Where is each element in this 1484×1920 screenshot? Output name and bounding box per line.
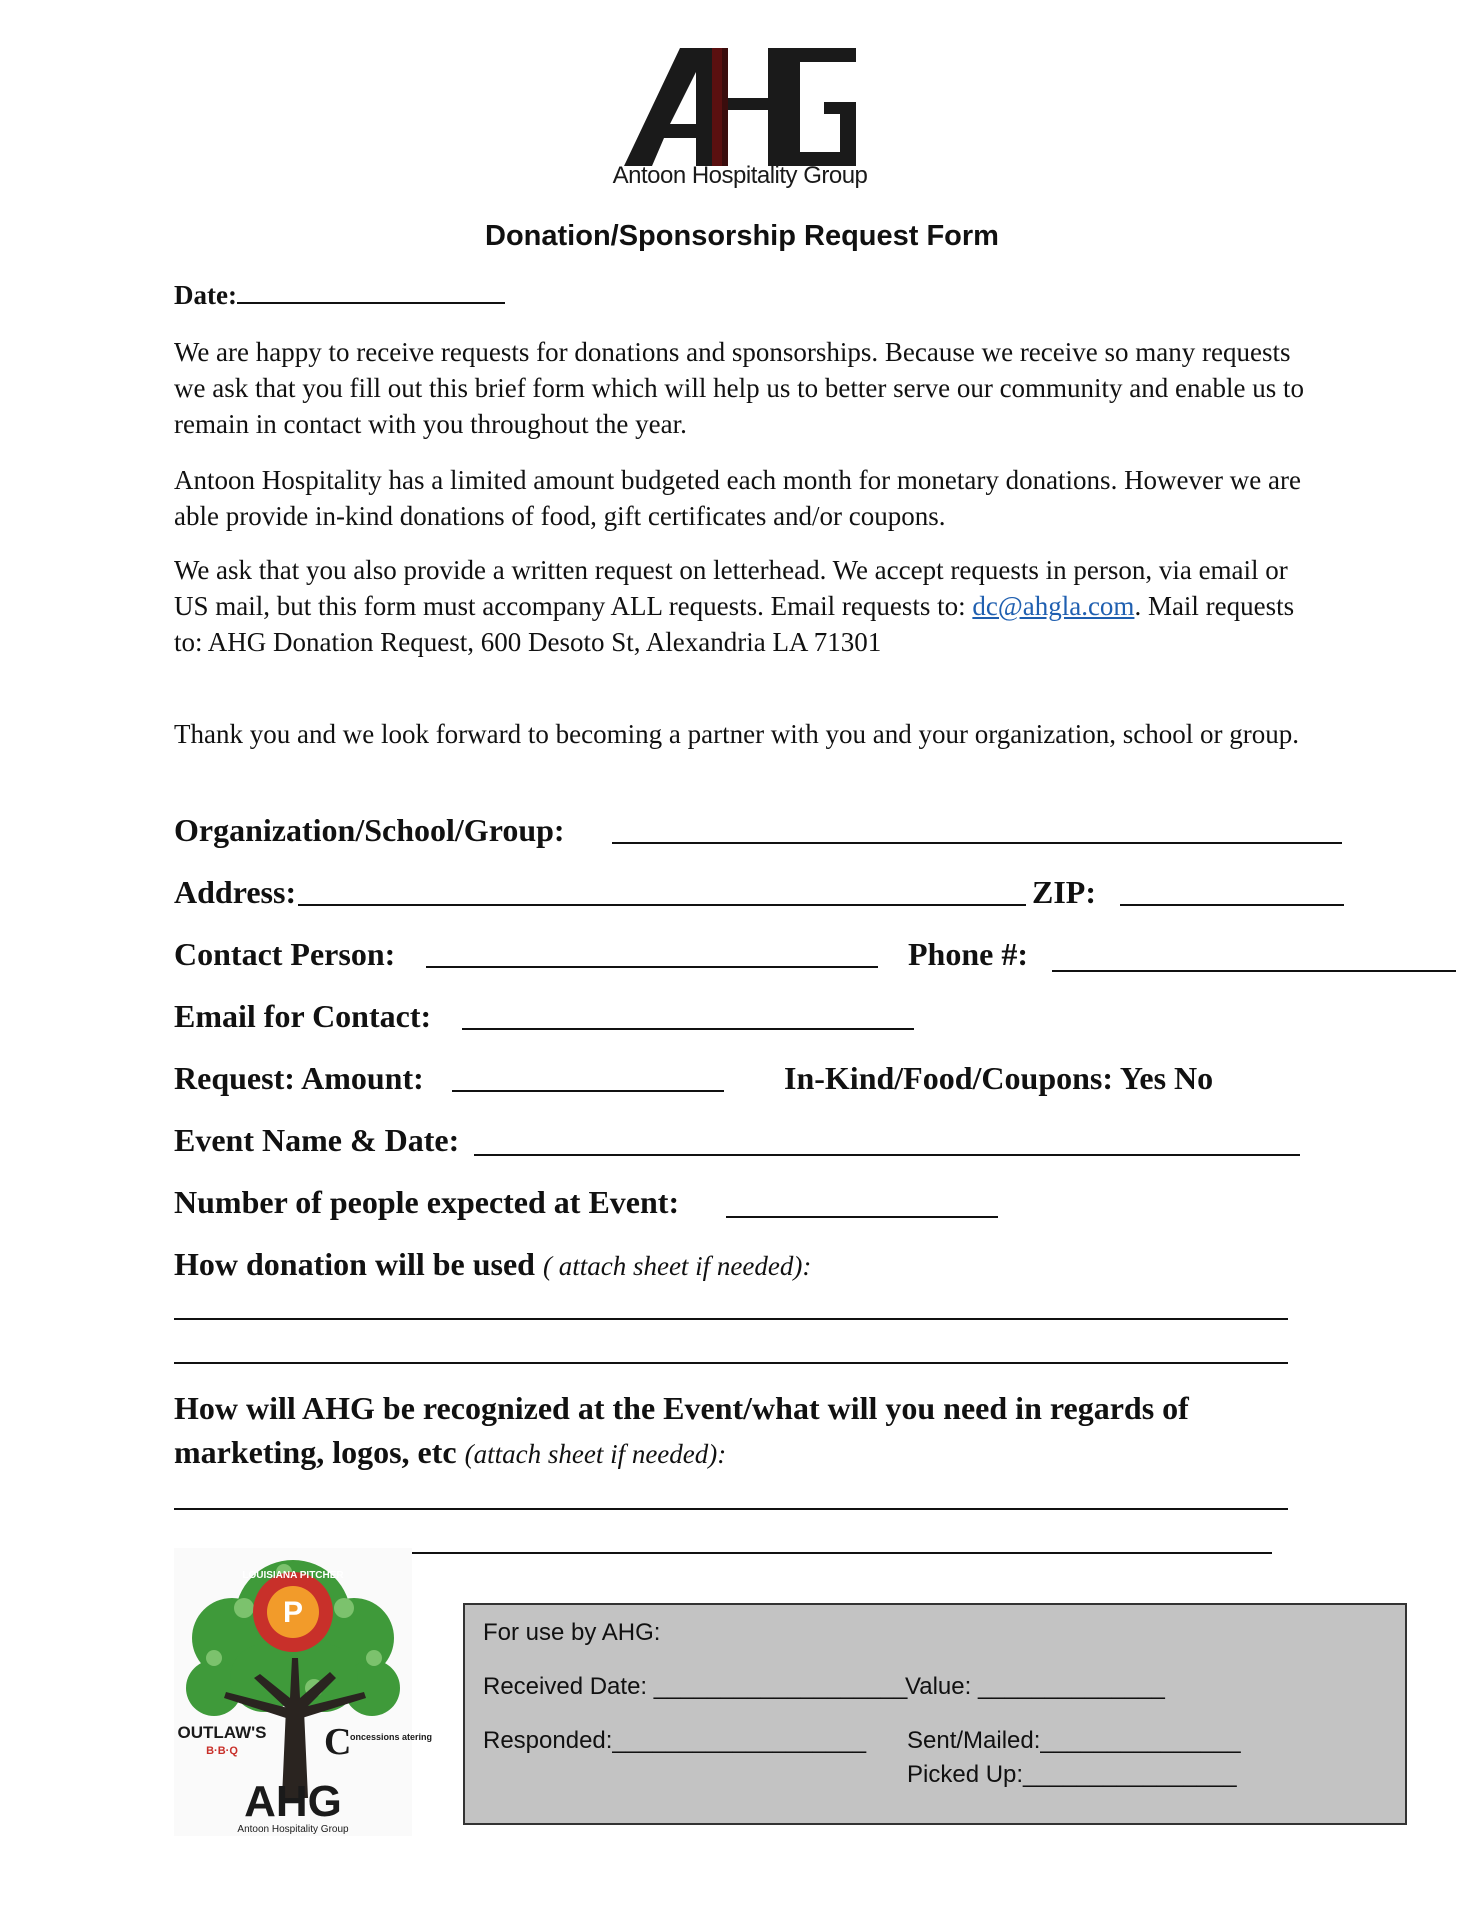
recognition-label-2	[174, 1432, 726, 1474]
concessions-text: oncessions atering	[350, 1732, 433, 1742]
donation-use-line-2[interactable]	[174, 1362, 1288, 1364]
email-label: Email for Contact:	[174, 998, 432, 1034]
request-amount-label: Request: Amount:	[174, 1060, 424, 1096]
picked-up-field[interactable]: Picked Up:________________	[907, 1761, 1237, 1788]
donation-use-label	[174, 1244, 811, 1286]
in-kind-label[interactable]: In-Kind/Food/Coupons: Yes No	[784, 1060, 1214, 1096]
organization-label: Organization/School/Group:	[174, 812, 565, 848]
zip-line[interactable]	[1120, 904, 1344, 906]
people-expected-line[interactable]	[726, 1216, 998, 1218]
recognition-line-1[interactable]	[174, 1508, 1288, 1510]
event-name-date-label: Event Name & Date:	[174, 1122, 460, 1158]
date-line	[237, 302, 505, 304]
value-field[interactable]: Value: ______________	[905, 1673, 1165, 1700]
phone-label: Phone #:	[908, 936, 1028, 972]
email-link[interactable]: dc@ahgla.com	[972, 591, 1135, 621]
contact-person-line[interactable]	[426, 966, 878, 968]
recognition-note: (attach sheet if needed):	[464, 1439, 727, 1469]
ring-text: LOUISIANA PITCHER	[242, 1570, 344, 1581]
request-paragraph	[174, 552, 1324, 660]
svg-text:P: P	[282, 1596, 304, 1629]
donation-use-line-1[interactable]	[174, 1318, 1288, 1320]
mail-text: . Mail requests to: AHG Donation Request, 600 Desoto St, Alexandria LA 71301	[174, 591, 1295, 657]
footer-ahg-subtitle: Antoon Hospitality Group	[237, 1824, 349, 1835]
date-label: Date:	[174, 280, 237, 310]
budget-paragraph: Antoon Hospitality has a limited amount budgeted each month for monetary donations. However we are able provide in-kind donations of food, gift certificates and/or coupons.	[174, 465, 1301, 531]
contact-person-label: Contact Person:	[174, 936, 396, 972]
footer-ahg-text: AHG	[244, 1777, 342, 1826]
form-title: Donation/Sponsorship Request Form	[485, 220, 999, 252]
organization-line[interactable]	[612, 842, 1342, 844]
request-text: We ask that you also provide a written request on letterhead. We accept requests in person, via email or US mail, but this form must accompany ALL requests. Email requests to:	[174, 555, 1288, 621]
address-line[interactable]	[298, 904, 1026, 906]
recognition-label-1: How will AHG be recognized at the Event/what will you need in regards of	[174, 1390, 1189, 1426]
bbq-text: B·B·Q	[206, 1745, 238, 1757]
logo-subtitle: Antoon Hospitality Group	[612, 162, 868, 189]
donation-use-text: How donation will be used	[174, 1246, 535, 1282]
ahg-box-title: For use by AHG:	[483, 1619, 661, 1646]
ahg-use-box	[463, 1603, 1407, 1825]
svg-text:C: C	[324, 1721, 352, 1763]
donation-use-note: ( attach sheet if needed):	[542, 1251, 812, 1281]
brands-tree-logo	[174, 1548, 433, 1836]
thanks-paragraph: Thank you and we look forward to becoming a partner with you and your organization, school or group.	[174, 719, 1299, 749]
zip-label: ZIP:	[1032, 874, 1096, 910]
request-amount-line[interactable]	[452, 1090, 724, 1092]
outlaws-text: OUTLAW'S	[177, 1723, 267, 1742]
email-line[interactable]	[462, 1028, 914, 1030]
received-date-field[interactable]: Received Date: ___________________	[483, 1673, 908, 1700]
people-expected-label: Number of people expected at Event:	[174, 1184, 680, 1220]
intro-paragraph: We are happy to receive requests for donations and sponsorships. Because we receive so many requests we ask that you fill out this brief form which will help us to better serve our community and enable us to remain in contact with you throughout the year.	[174, 337, 1305, 439]
sent-mailed-field[interactable]: Sent/Mailed:_______________	[907, 1727, 1241, 1754]
phone-line[interactable]	[1052, 970, 1456, 972]
responded-field[interactable]: Responded:___________________	[483, 1727, 867, 1754]
address-label: Address:	[174, 874, 297, 910]
event-name-date-line[interactable]	[474, 1154, 1300, 1156]
date-field[interactable]	[174, 280, 505, 311]
recognition-text: marketing, logos, etc	[174, 1434, 457, 1470]
